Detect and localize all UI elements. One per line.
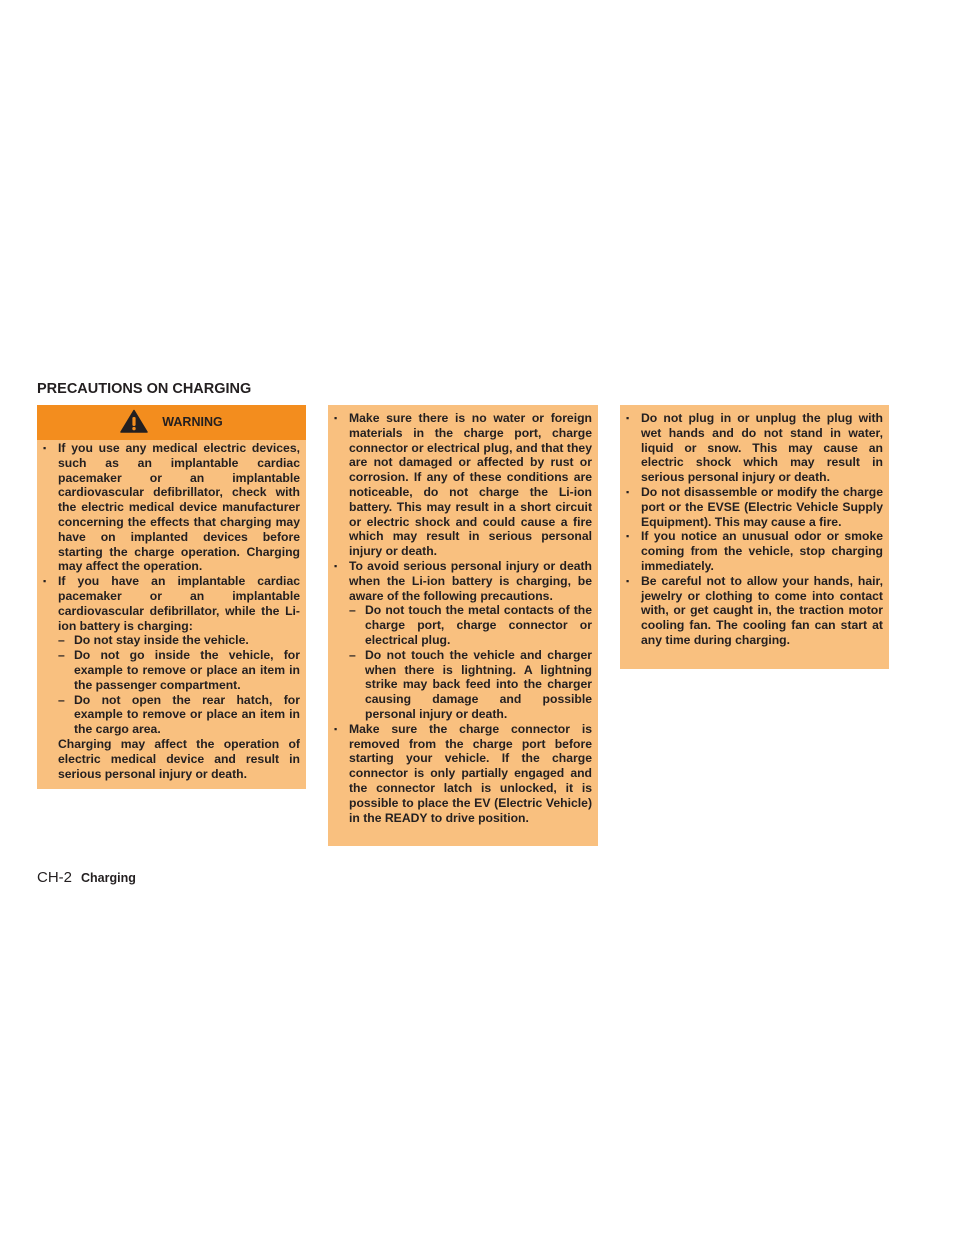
warning-label: WARNING — [162, 415, 223, 430]
list-item — [334, 559, 592, 722]
warning-box — [37, 405, 306, 789]
sub-list-item: – Do not touch the metal contacts of the charge port, charge connector or electrical plug. — [349, 603, 592, 647]
list-item: ▪ If you use any medical electric devices, such as an implantable cardiac pacemaker or an implantable cardiovascular defibrillator, check with the electric medical device manufacturer concerning the effects that charging may have on implanted devices before starting the charge operation. Charging may affect the operation. — [43, 441, 300, 574]
warning-header — [37, 405, 306, 440]
list-item-text: To avoid serious personal injury or death when the Li-ion battery is charging, be aware of the following precautions. — [349, 558, 592, 603]
warning-list — [626, 411, 883, 648]
sub-list — [58, 633, 300, 737]
warning-list — [334, 411, 592, 825]
sub-list-item: – Do not go inside the vehicle, for example to remove or place an item in the passenger compartment. — [58, 648, 300, 692]
sub-list-item: – Do not open the rear hatch, for example to remove or place an item in the cargo area. — [58, 693, 300, 737]
section-title: PRECAUTIONS ON CHARGING — [37, 381, 252, 397]
page-number: CH-2 — [37, 869, 73, 886]
list-item: ▪ Make sure there is no water or foreign materials in the charge port, charge connector or electrical plug, and that they are not damaged or affected by rust or corrosion. If any of these conditions are noticeable, do not charge the Li-ion battery. This may result in a short circuit or electric shock and could cause a fire which may result in serious personal injury or death. — [334, 411, 592, 559]
sub-list-item: – Do not touch the vehicle and charger when there is lightning. A lightning strike may back feed into the charger causing damage and possible personal injury or death. — [349, 648, 592, 722]
warning-body — [37, 440, 306, 781]
warning-triangle-icon — [120, 409, 148, 437]
sub-list-item: – Do not stay inside the vehicle. — [58, 633, 300, 648]
chapter-name: Charging — [81, 871, 136, 885]
list-item — [43, 574, 300, 781]
warning-box-continued — [328, 405, 598, 846]
list-item: ▪ Make sure the charge connector is removed from the charge port before starting your vehicle. If the charge connector is only partially engaged and the connector latch is unlocked, it is possible to place the EV (Electric Vehicle) in the READY to drive position. — [334, 722, 592, 826]
list-item-text: If you have an implantable cardiac pacemaker or an implantable cardiovascular defibrillator, while the Li-ion battery is charging: — [58, 574, 300, 633]
list-item: ▪ Do not disassemble or modify the charge port or the EVSE (Electric Vehicle Supply Equipment). This may cause a fire. — [626, 485, 883, 529]
page-footer — [37, 869, 136, 886]
trailing-note: Charging may affect the operation of electric medical device and result in serious personal injury or death. — [58, 736, 300, 781]
warning-list — [43, 441, 300, 781]
warning-box-continued-2 — [620, 405, 889, 669]
sub-list — [349, 603, 592, 721]
list-item: ▪ Do not plug in or unplug the plug with wet hands and do not stand in water, liquid or snow. This may cause an electric shock which may result in serious personal injury or death. — [626, 411, 883, 485]
list-item: ▪ If you notice an unusual odor or smoke coming from the vehicle, stop charging immediately. — [626, 529, 883, 573]
list-item: ▪ Be careful not to allow your hands, hair, jewelry or clothing to come into contact with, or get caught in, the traction motor cooling fan. The cooling fan can start at any time during charging. — [626, 574, 883, 648]
